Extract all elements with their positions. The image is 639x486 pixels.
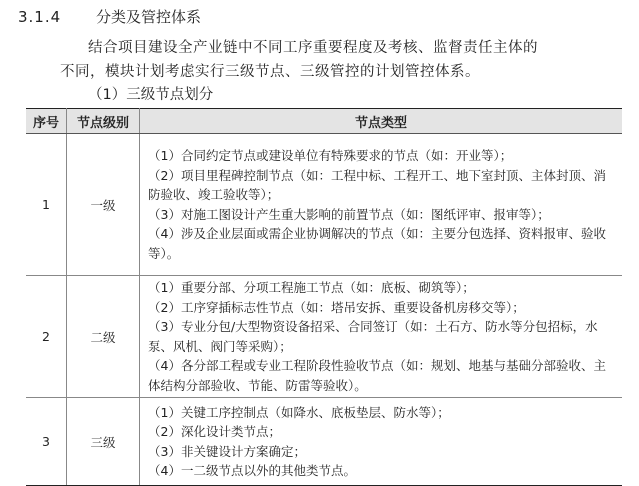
row-level: 三级 [67,398,140,486]
intro-paragraph [60,36,618,84]
type-item: （3）非关键设计方案确定； [148,443,306,459]
row-level: 二级 [67,276,140,398]
table-row [26,276,622,398]
type-item: （4）涉及企业层面或需企业协调解决的节点（如：主要分包选择、资料报审、验收等）。 [148,226,606,261]
section-title: 分类及管控体系 [96,8,202,26]
section-heading [18,6,201,28]
type-item: （1）重要分部、分项工程施工节点（如：底板、砌筑等）； [148,280,475,295]
header-type: 节点类型 [140,109,623,134]
type-item: （3）专业分包/大型物资设备招采、合同签订（如：土石方、防水等分包招标，水泵、风机、阀门等采购）； [148,319,598,354]
type-item: （2）项目里程碑控制节点（如：工程中标、工程开工、地下室封顶、主体封顶、消防验收、竣工验收等）； [148,167,606,202]
row-level: 一级 [67,134,140,276]
table-row [26,398,622,486]
type-item: （1）关键工序控制点（如降水、底板垫层、防水等）； [148,404,450,420]
type-item: （2）深化设计类节点； [148,424,281,439]
node-level-table [26,108,622,486]
section-number: 3.1.4 [18,8,62,26]
intro-line-2: 不同，模块计划考虑实行三级节点、三级管控的计划管控体系。 [60,64,480,80]
row-no: 2 [26,276,67,398]
row-no: 1 [26,134,67,276]
row-types [140,134,623,276]
type-item: （3）对施工图设计产生重大影响的前置节点（如：图纸评审、报审等）； [148,206,550,222]
intro-line-1: 结合项目建设全产业链中不同工序重要程度及考核、监督责任主体的 [88,40,538,56]
table-header-row [26,109,622,134]
type-item: （4）各分部工程或专业工程阶段性验收节点（如：规划、地基与基础分部验收、主体结构分部验收、节能、防雷等验收）。 [148,358,606,393]
type-item: （4）一二级节点以外的其他类节点。 [148,463,356,478]
header-no: 序号 [26,109,67,134]
header-level: 节点级别 [67,109,140,134]
type-item: （1）合同约定节点或建设单位有特殊要求的节点（如：开业等）； [148,148,513,163]
row-types [140,398,623,486]
row-no: 3 [26,398,67,486]
table-row [26,134,622,276]
row-types [140,276,623,398]
subheading: （1）三级节点划分 [88,87,214,103]
type-item: （2）工序穿插标志性节点（如：塔吊安拆、重要设备机房移交等）； [148,299,525,315]
